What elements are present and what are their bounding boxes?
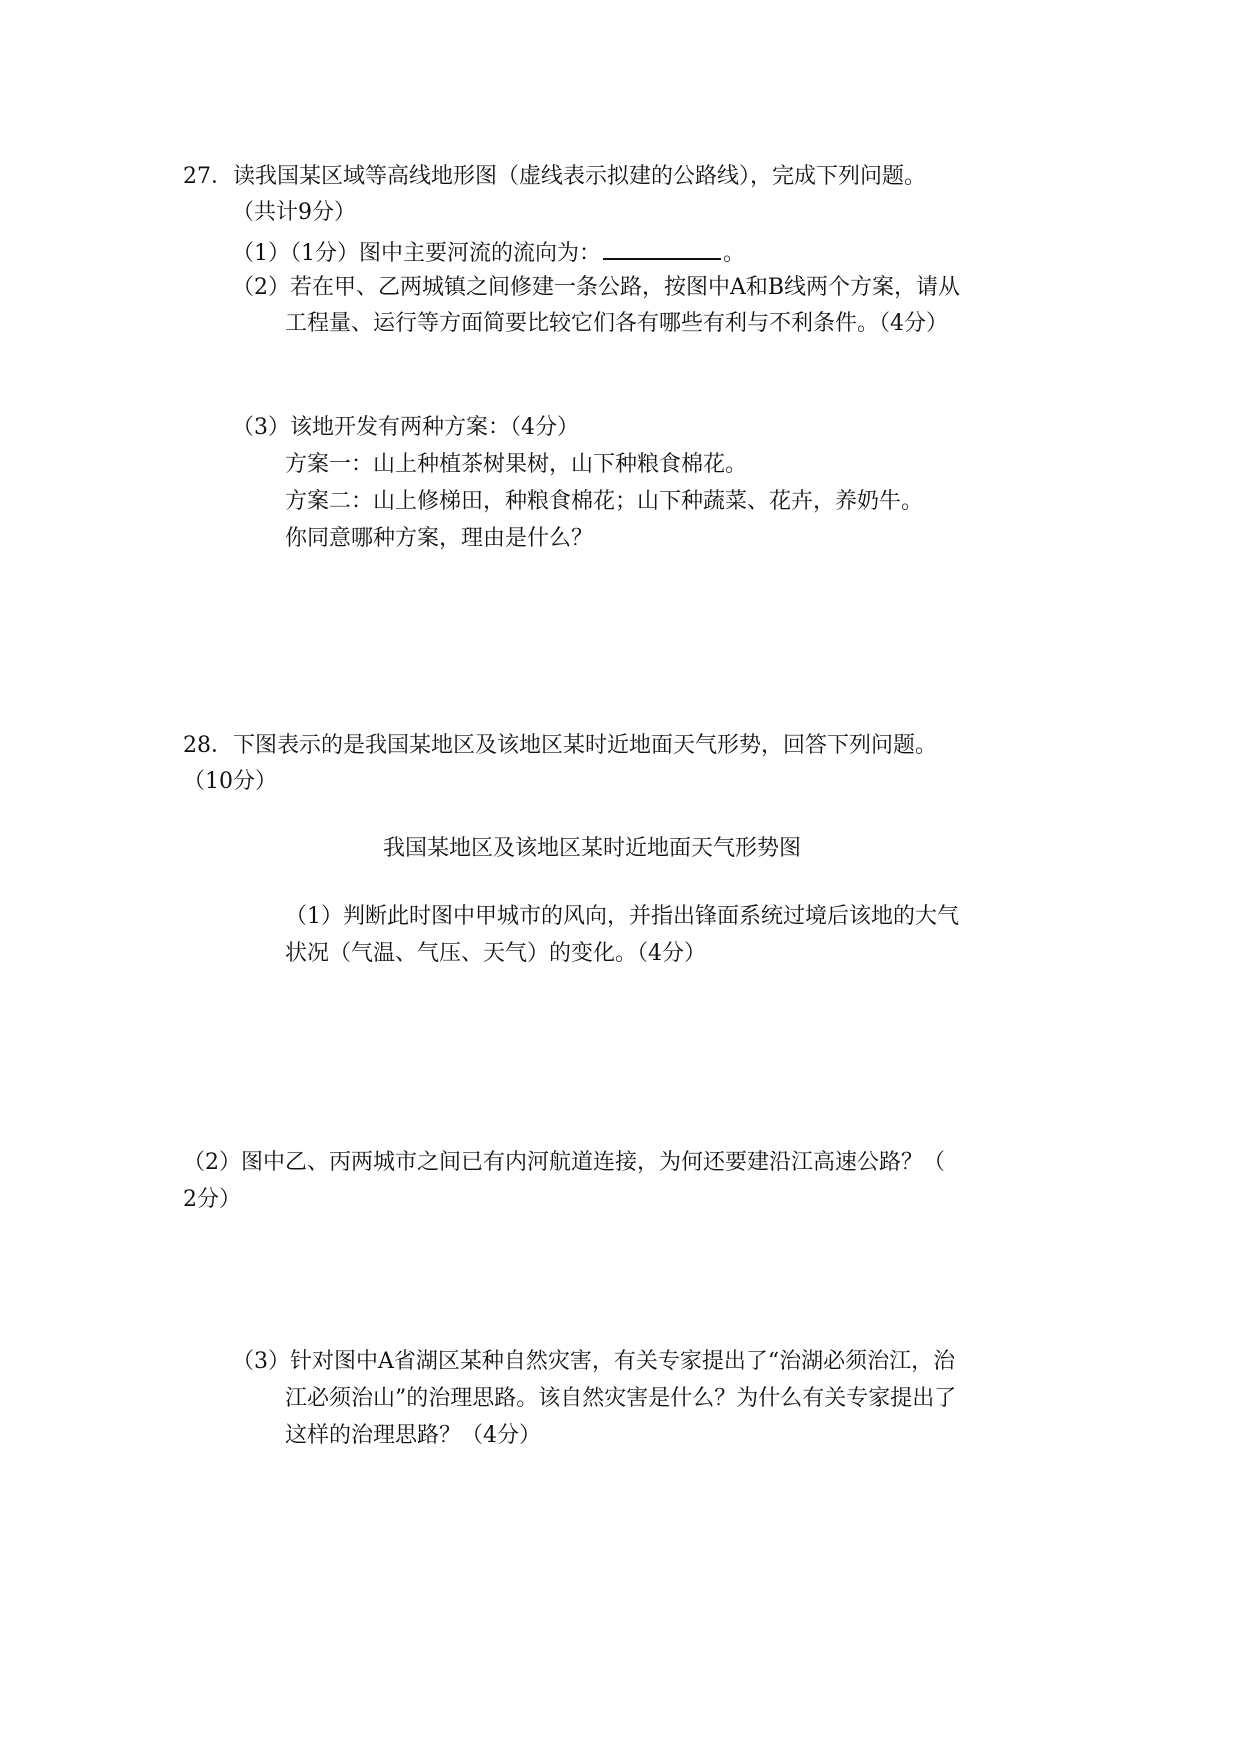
q27-sub1-suffix: 。 — [723, 241, 746, 266]
q28-sub1-line1: （1）判断此时图中甲城市的风向，并指出锋面系统过境后该地的大气 — [285, 904, 959, 929]
answer-blank[interactable] — [603, 238, 721, 260]
q27-sub3-line2: 方案一：山上种植茶树果树，山下种粮食棉花。 — [285, 452, 748, 477]
q28-sub3-line1: （3）针对图中A省湖区某种自然灾害，有关专家提出了“治湖必须治江，治 — [232, 1349, 956, 1374]
q28-sub2-line1: （2）图中乙、丙两城市之间已有内河航道连接，为何还要建沿江高速公路？（ — [183, 1150, 945, 1175]
q27-sub3-line3: 方案二：山上修梯田，种粮食棉花；山下种蔬菜、花卉，养奶牛。 — [285, 489, 924, 514]
q28-sub3-line3: 这样的治理思路？（4分） — [285, 1423, 541, 1448]
q27-sub1 — [232, 238, 745, 267]
q27-stem-line2: （共计9分） — [232, 200, 356, 225]
q28-sub3-line2: 江必须治山”的治理思路。该自然灾害是什么？为什么有关专家提出了 — [285, 1386, 957, 1411]
q28-stem-line2: （10分） — [183, 769, 277, 794]
q28-sub2-line2: 2分） — [183, 1187, 241, 1212]
q27-sub2-line1: （2）若在甲、乙两城镇之间修建一条公路，按图中A和B线两个方案，请从 — [232, 275, 961, 300]
q27-stem-line1: 27．读我国某区域等高线地形图（虚线表示拟建的公路线），完成下列问题。 — [183, 164, 926, 189]
q27-sub3-line1: （3）该地开发有两种方案：（4分） — [232, 415, 579, 440]
q27-sub1-prefix: （1）（1分）图中主要河流的流向为： — [232, 241, 601, 266]
q27-sub3-line4: 你同意哪种方案，理由是什么？ — [285, 526, 594, 551]
q28-stem-line1: 28．下图表示的是我国某地区及该地区某时近地面天气形势，回答下列问题。 — [183, 733, 937, 758]
q28-sub1-line2: 状况（气温、气压、天气）的变化。（4分） — [285, 941, 706, 966]
figure-title: 我国某地区及该地区某时近地面天气形势图 — [383, 836, 802, 861]
q27-sub2-line2: 工程量、运行等方面简要比较它们各有哪些有利与不利条件。（4分） — [285, 311, 948, 336]
